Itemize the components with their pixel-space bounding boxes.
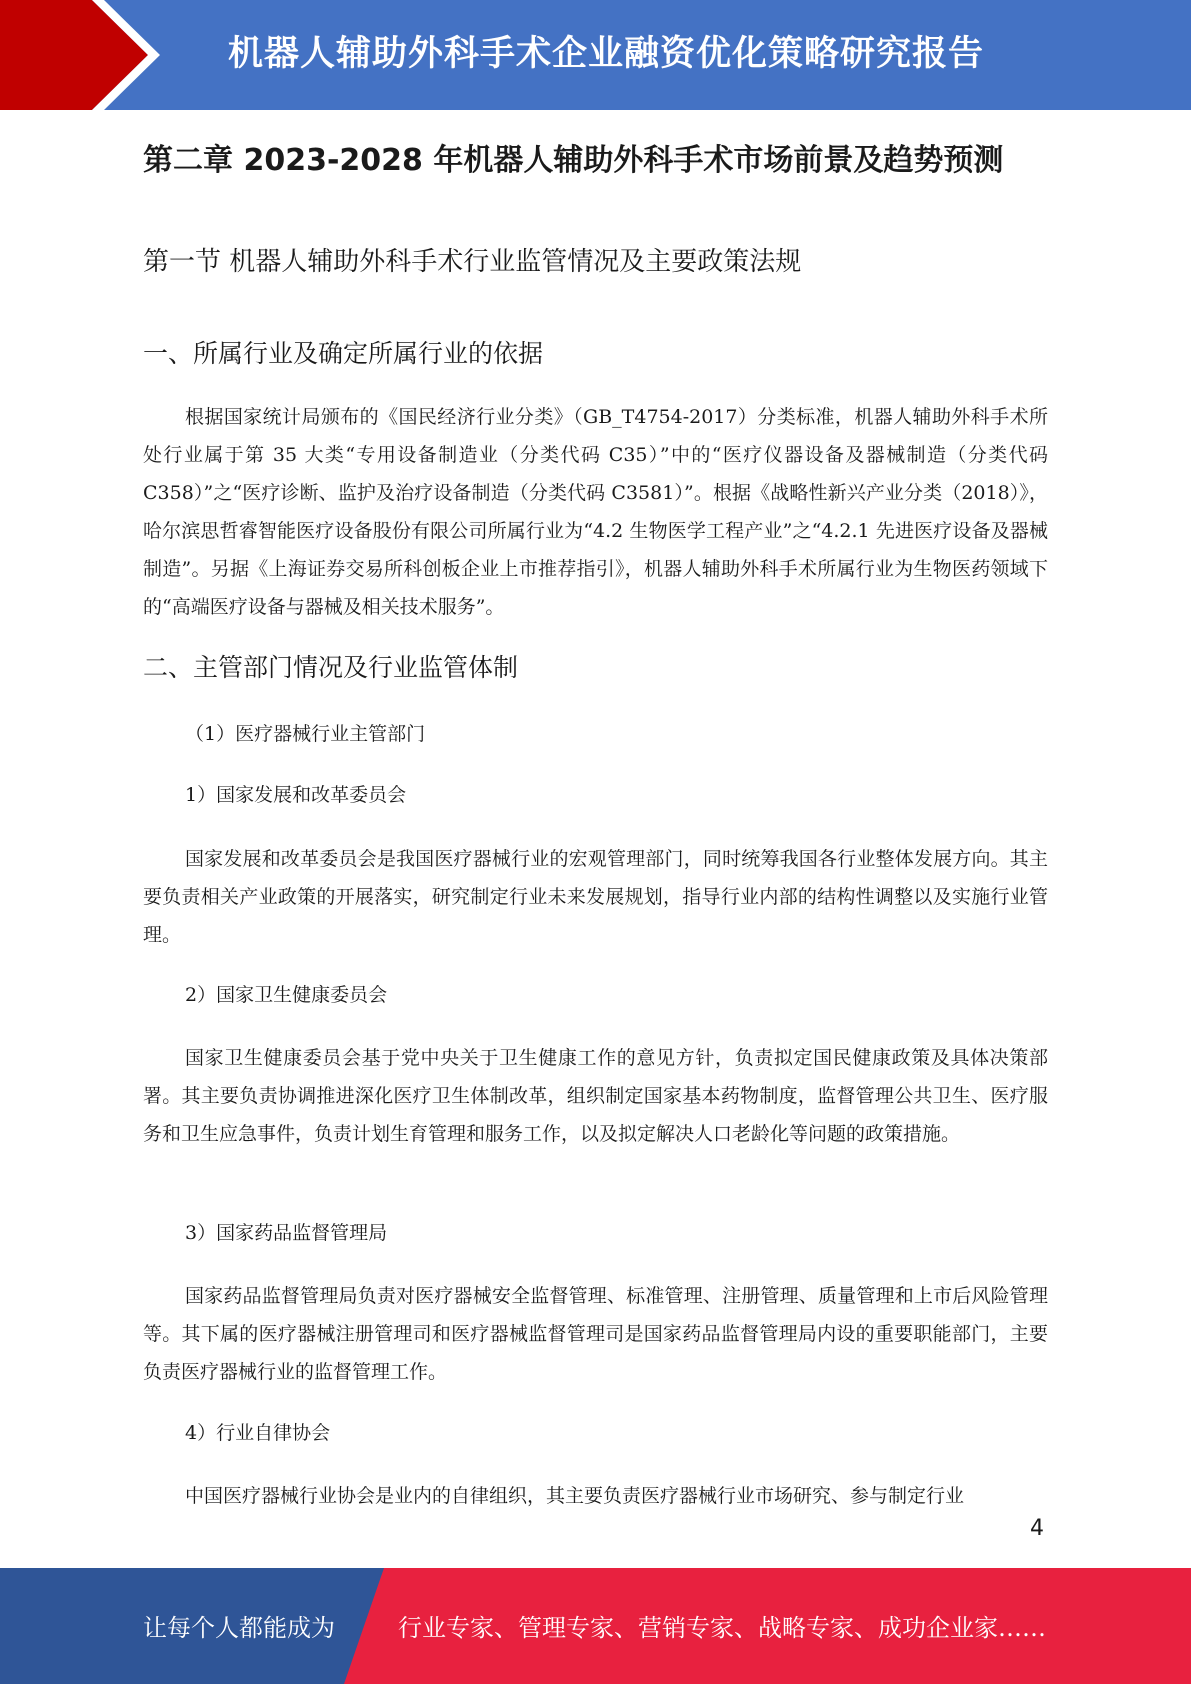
header-title: 机器人辅助外科手术企业融资优化策略研究报告: [228, 34, 985, 74]
item-title-ndrc: 1）国家发展和改革委员会: [185, 784, 407, 806]
item-title-nhc: 2）国家卫生健康委员会: [185, 984, 388, 1006]
footer-slogan-left: 让每个人都能成为: [143, 1614, 335, 1642]
part1-heading: 一、所属行业及确定所属行业的依据: [143, 339, 544, 368]
item-text-association: 中国医疗器械行业协会是业内的自律组织，其主要负责医疗器械行业市场研究、参与制定行业: [185, 1485, 965, 1507]
item-text-nhc: 国家卫生健康委员会基于党中央关于卫生健康工作的意见方针，负责拟定国民健康政策及具体决策部署。其主要负责协调推进深化医疗卫生体制改革，组织制定国家基本药物制度，监督管理公共卫生、医疗服务和卫生应急事件，负责计划生育管理和服务工作，以及拟定解决人口老龄化等问题的政策措施。: [143, 1047, 1048, 1145]
item-title-nmpa: 3）国家药品监督管理局: [185, 1222, 388, 1244]
section-title: 第一节 机器人辅助外科手术行业监管情况及主要政策法规: [143, 247, 802, 277]
page-footer: [0, 1568, 1191, 1684]
item-text-nmpa: 国家药品监督管理局负责对医疗器械安全监督管理、标准管理、注册管理、质量管理和上市后风险管理等。其下属的医疗器械注册管理司和医疗器械监督管理司是国家药品监督管理局内设的重要职能部门，主要负责医疗器械行业的监督管理工作。: [143, 1285, 1048, 1383]
page-header: [0, 0, 1191, 110]
footer-slogan-right: 行业专家、管理专家、营销专家、战略专家、成功企业家……: [398, 1614, 1046, 1642]
chapter-title: 第二章 2023-2028 年机器人辅助外科手术市场前景及趋势预测: [143, 143, 1004, 178]
page-number: 4: [1030, 1516, 1044, 1541]
part2-heading: 二、主管部门情况及行业监管体制: [143, 653, 519, 682]
part1-paragraph: 根据国家统计局颁布的《国民经济行业分类》（GB_T4754-2017）分类标准，机器人辅助外科手术所处行业属于第 35 大类“专用设备制造业（分类代码 C35）”中的“医疗仪器设备及器械制造（分类代码 C358）”之“医疗诊断、监护及治疗设备制造（分类代码 C3581）”。根据《战略性新兴产业分类（2018）》，哈尔滨思哲睿智能医疗设备股份有限公司所属行业为“4.2 生物医学工程产业”之“4.2.1 先进医疗设备及器械制造”。另据《上海证券交易所科创板企业上市推荐指引》，机器人辅助外科手术所属行业为生物医药领域下的“高端医疗设备与器械及相关技术服务”。: [143, 406, 1048, 618]
item-text-ndrc: 国家发展和改革委员会是我国医疗器械行业的宏观管理部门，同时统筹我国各行业整体发展方向。其主要负责相关产业政策的开展落实，研究制定行业未来发展规划，指导行业内部的结构性调整以及实施行业管理。: [143, 848, 1048, 946]
item-title-association: 4）行业自律协会: [185, 1422, 331, 1444]
subheading-departments: （1）医疗器械行业主管部门: [185, 723, 426, 745]
